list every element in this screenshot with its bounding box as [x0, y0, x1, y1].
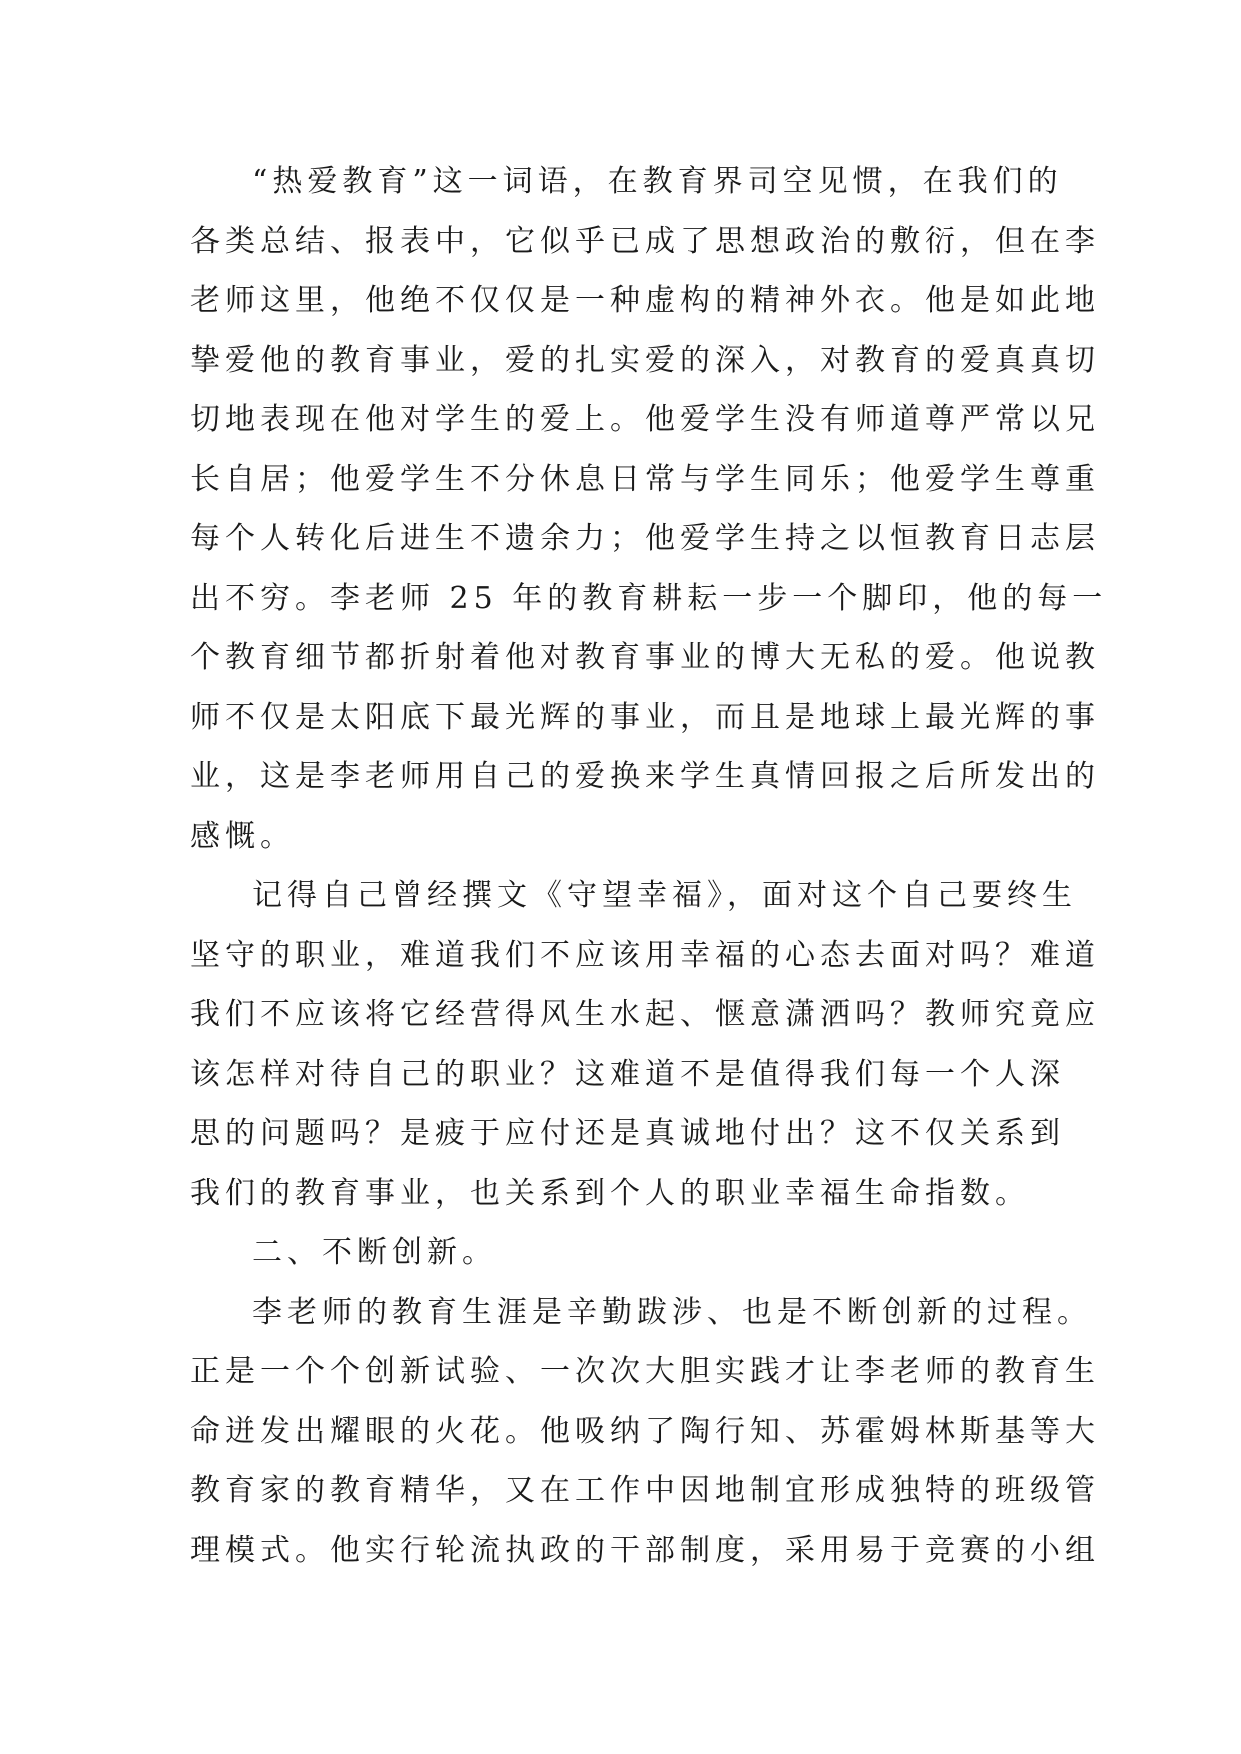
section-heading: 二、不断创新。 — [252, 1235, 497, 1270]
text-line: 感慨。 — [190, 818, 295, 854]
text-line: 该怎样对待自己的职业？这难道不是值得我们每一个人深 — [190, 1056, 1065, 1092]
text-line: 每个人转化后进生不遗余力；他爱学生持之以恒教育日志层 — [190, 521, 1100, 556]
text-line: 李老师的教育生涯是辛勤跋涉、也是不断创新的过程。 — [252, 1294, 1092, 1330]
text-line: 坚守的职业，难道我们不应该用幸福的心态去面对吗？难道 — [190, 937, 1100, 973]
text-line: 老师这里，他绝不仅仅是一种虚构的精神外衣。他是如此地 — [190, 283, 1100, 318]
text-line: 个教育细节都折射着他对教育事业的博大无私的爱。他说教 — [190, 640, 1100, 675]
text-line: 切地表现在他对学生的爱上。他爱学生没有师道尊严常以兄 — [190, 402, 1100, 437]
text-line: 教育家的教育精华，又在工作中因地制宜形成独特的班级管 — [190, 1473, 1100, 1508]
text-line: 理模式。他实行轮流执政的干部制度，采用易于竞赛的小组 — [190, 1532, 1100, 1568]
text-line: 出不穷。李老师 25 年的教育耕耘一步一个脚印，他的每一 — [190, 580, 1108, 616]
text-line: 正是一个个创新试验、一次次大胆实践才让李老师的教育生 — [190, 1354, 1100, 1389]
text-line: 长自居；他爱学生不分休息日常与学生同乐；他爱学生尊重 — [190, 461, 1100, 497]
body-text — [190, 152, 1108, 1580]
text-line: 命迸发出耀眼的火花。他吸纳了陶行知、苏霍姆林斯基等大 — [190, 1413, 1100, 1449]
text-line: 记得自己曾经撰文《守望幸福》，面对这个自己要终生 — [252, 878, 1077, 913]
text-line: 思的问题吗？是疲于应付还是真诚地付出？这不仅关系到 — [190, 1116, 1065, 1151]
text-line: 我们不应该将它经营得风生水起、惬意潇洒吗？教师究竟应 — [190, 997, 1100, 1032]
text-line: “热爱教育”这一词语，在教育界司空见惯，在我们的 — [252, 164, 1063, 199]
text-line: 业，这是李老师用自己的爱换来学生真情回报之后所发出的 — [190, 759, 1100, 794]
text-line: 师不仅是太阳底下最光辉的事业，而且是地球上最光辉的事 — [190, 699, 1100, 735]
text-line: 我们的教育事业，也关系到个人的职业幸福生命指数。 — [190, 1175, 1030, 1211]
text-line: 各类总结、报表中，它似乎已成了思想政治的敷衍，但在李 — [190, 223, 1100, 259]
text-line: 挚爱他的教育事业，爱的扎实爱的深入，对教育的爱真真切 — [190, 342, 1100, 378]
